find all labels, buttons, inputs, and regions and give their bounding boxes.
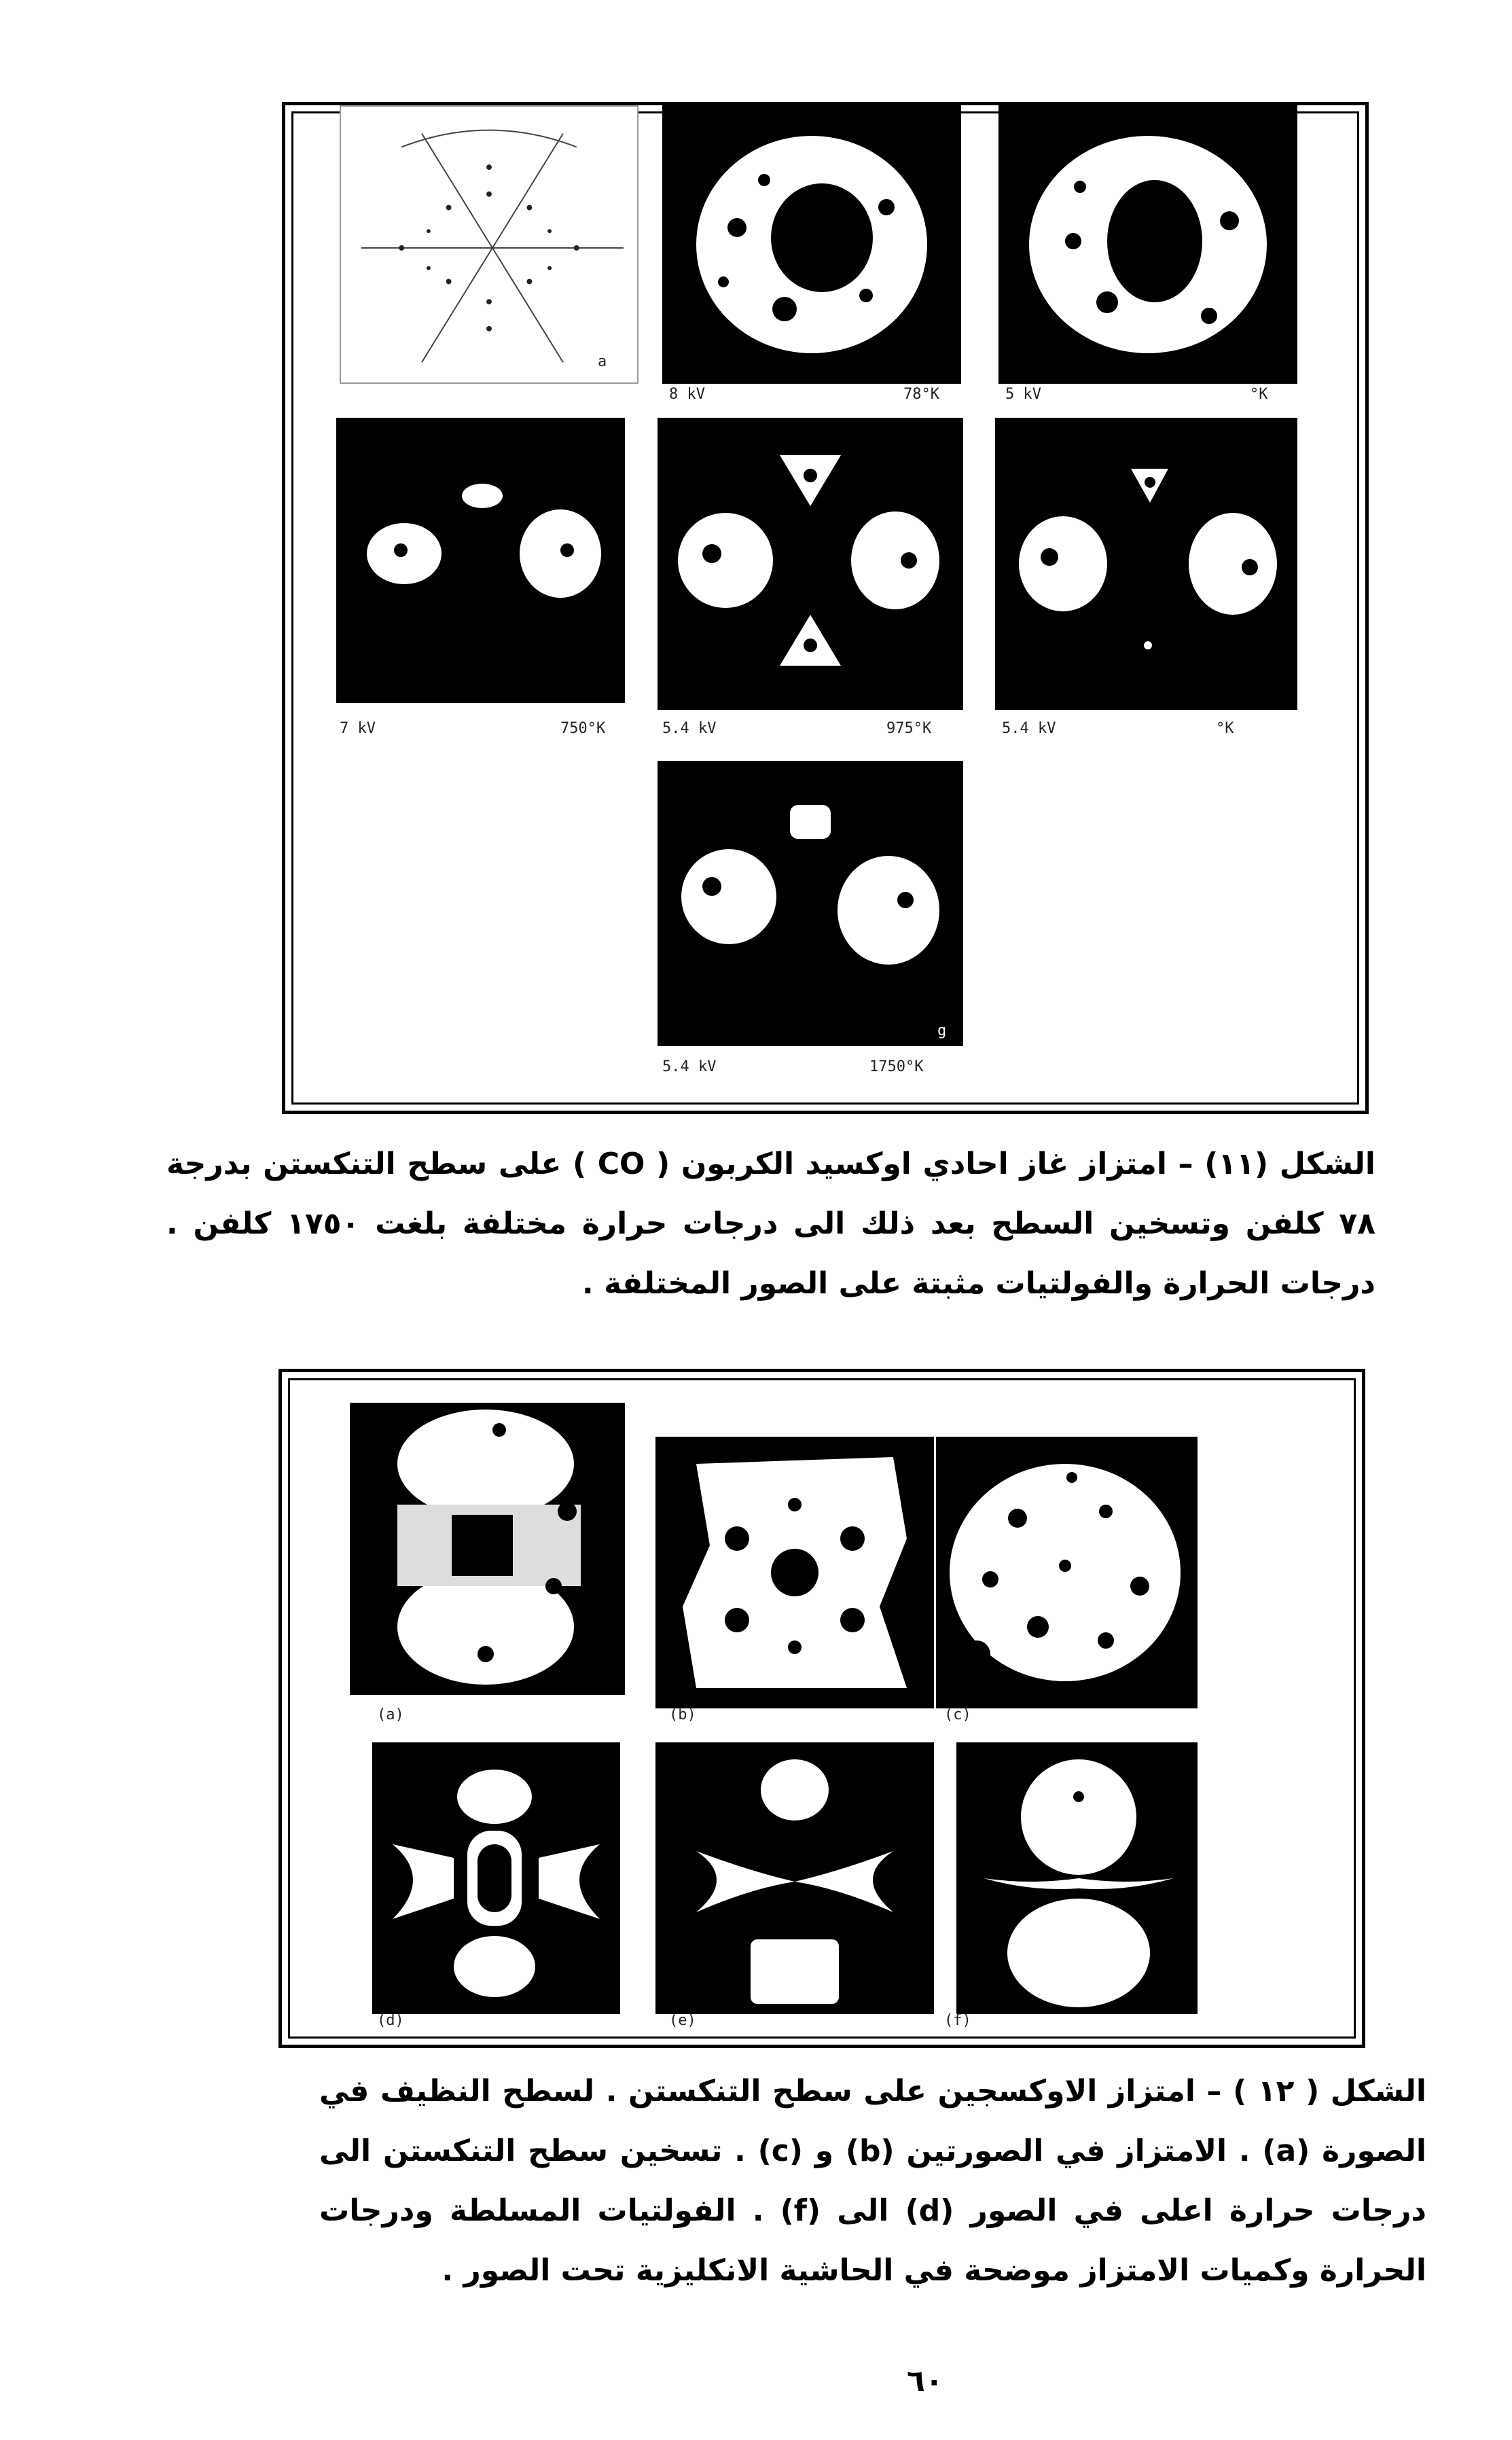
figure-12-panel-d-label: (d) [377, 2012, 404, 2029]
figure-11-panel-d-temperature: 975°K [886, 720, 932, 737]
figure-12-panel-d [372, 1742, 620, 2014]
page-number: ٦٠ [907, 2364, 943, 2399]
figure-11-panel-g-voltage: 5.4 kV [662, 1058, 717, 1075]
figure-11-panel-c [998, 105, 1297, 384]
figure-12-panel-e [655, 1742, 934, 2014]
figure-12-panel-f [956, 1742, 1198, 2014]
figure-11-panel-b-temperature: 78°K [903, 386, 939, 403]
figure-11-panel-d [658, 418, 963, 710]
figure-11-panel-e-voltage: 7 kV [340, 720, 376, 737]
figure-11-panel-d-voltage: 5.4 kV [662, 720, 717, 737]
figure-11-panel-f-temperature: °K [1216, 720, 1234, 737]
figure-12-panel-e-label: (e) [669, 2012, 696, 2029]
figure-11-caption: الشكل (١١) – امتزاز غاز احادي اوكسيد الكربون ( CO ) على سطح التنكستن بدرجة ٧٨ كلفن وتسخين السطح بعد ذلك الى درجات حرارة مختلفة بلغت ١٧٥٠ كلفن . درجات الحرارة والفولتيات مثبتة على الصور المختلفة . [166, 1147, 1376, 1301]
figure-12-caption: الشكل ( ١٢ ) – امتزاز الاوكسجين على سطح التنكستن . لسطح النظيف في الصورة (a) . الامتزاز في الصورتين (b) و (c) . تسخين سطح التنكستن الى درجات حرارة اعلى في الصور (d) الى (f) . الفولتيات المسلطة ودرجات الحرارة وكميات الامتزاز موضحة في الحاشية الانكليزية تحت الصور . [319, 2074, 1426, 2288]
projection-diagram-icon [341, 107, 637, 382]
figure-11-panel-e [336, 418, 625, 703]
figure-11-panel-b [662, 105, 961, 384]
figure-12-panel-f-label: (f) [944, 2012, 971, 2029]
figure-11-panel-g-temperature: 1750°K [869, 1058, 924, 1075]
figure-11-panel-g [658, 761, 963, 1046]
figure-11-panel-a-diagram [340, 105, 638, 384]
figure-12-panel-b-label: (b) [669, 1706, 696, 1723]
figure-12-panel-a [350, 1403, 625, 1695]
figure-11-panel-b-voltage: 8 kV [669, 386, 705, 403]
figure-11-panel-c-voltage: 5 kV [1005, 386, 1041, 403]
figure-12-panel-c [936, 1437, 1198, 1708]
figure-11-panel-c-temperature: °K [1250, 386, 1268, 403]
figure-12-panel-a-label: (a) [377, 1706, 404, 1723]
figure-12-panel-b [655, 1437, 934, 1708]
figure-11-panel-f [995, 418, 1297, 710]
figure-12-panel-c-label: (c) [944, 1706, 971, 1723]
figure-11-panel-a-letter: a [598, 353, 607, 370]
figure-11-panel-g-letter: g [937, 1022, 947, 1039]
figure-11-panel-e-temperature: 750°K [560, 720, 606, 737]
figure-11-panel-f-voltage: 5.4 kV [1002, 720, 1056, 737]
